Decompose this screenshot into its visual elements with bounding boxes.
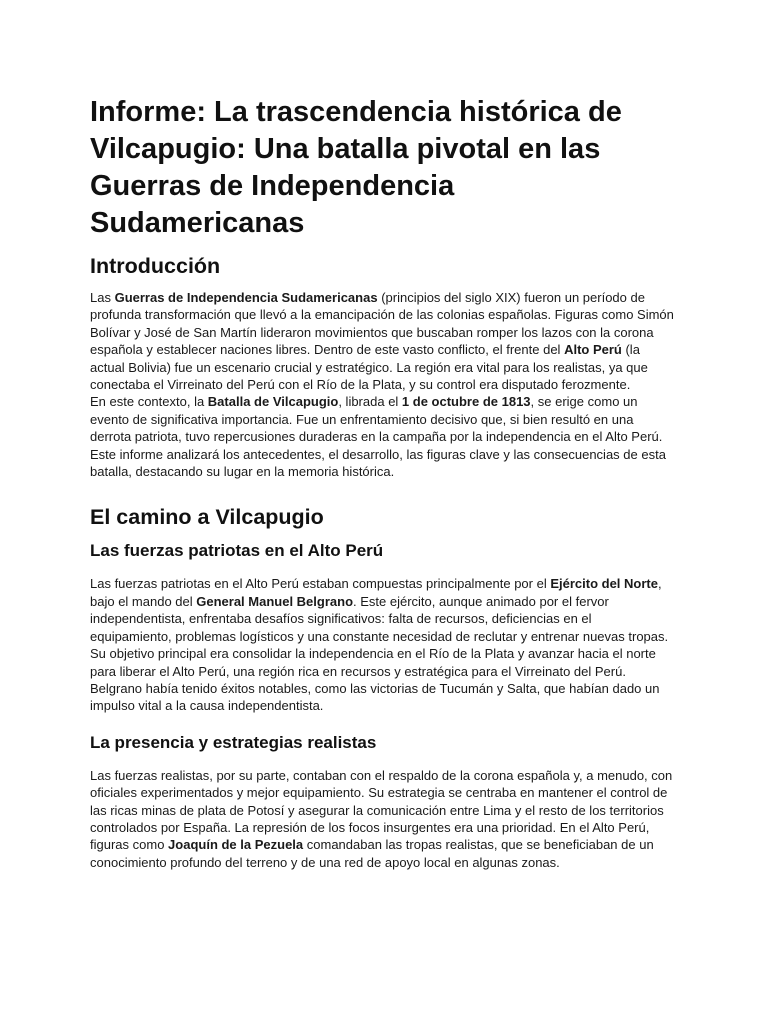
text-run: Las fuerzas realistas, por su parte, contaban con el respaldo de la corona española y, a menudo, con oficiales experimentados y mejor equipamiento. Su estrategia se centraba en mantener el control de las ricas minas de plata de Potosí y asegurar la comunicación entre Lima y el resto de los territorios controlados por España. La represión de los focos insurgentes era una prioridad. En el Alto Perú, figuras como: [90, 767, 673, 853]
text-run: Las: [90, 290, 115, 305]
text-run: (la actual Bolivia) fue un escenario crucial y estratégico. La región era vital para los realistas, ya que conectaba el Virreinato del Perú con el Río de la Plata, y su control era disputado ferozmente.: [90, 342, 648, 393]
text-run: , bajo el mando del: [90, 576, 662, 609]
intro-paragraph-2: [90, 393, 675, 480]
section-heading-camino: El camino a Vilcapugio: [90, 505, 324, 530]
bold-term: Alto Perú: [564, 342, 622, 358]
document-page: [90, 94, 675, 871]
text-run: . Este ejército, aunque animado por el fervor independentista, enfrentaba desafíos significativos: falta de recursos, deficiencias en el equipamiento, problemas logísticos y una constante necesidad de reclutar y entrenar nuevas tropas. Su objetivo principal era consolidar la independencia en el Río de la Plata y avanzar hacia el norte para liberar el Alto Perú, una región rica en recursos y estratégica para el Virreinato del Perú. Belgrano había tenido éxitos notables, como las victorias de Tucumán y Salta, que habían dado un impulso vital a la causa independentista.: [90, 593, 669, 714]
text-run: comandaban las tropas realistas, que se beneficiaban de un conocimiento profundo del terreno y de una red de apoyo local en algunas zonas.: [90, 837, 654, 870]
text-run: Las fuerzas patriotas en el Alto Perú estaban compuestas principalmente por el: [90, 576, 551, 592]
bold-date: 1 de octubre de 1813: [401, 394, 531, 410]
text-run: , se erige como un evento de significativa importancia. Fue un enfrentamiento decisivo que, si bien resultó en una derrota patriota, tuvo repercusiones duraderas en la campaña por la independencia en el Alto Perú. Este informe analizará los antecedentes, el desarrollo, las figuras clave y las consecuencias de esta batalla, destacando su lugar en la memoria histórica.: [90, 394, 666, 480]
section-heading-introduccion: Introducción: [90, 254, 221, 278]
bold-term: Batalla de Vilcapugio: [207, 394, 339, 410]
estrategias-realistas-paragraph: [90, 767, 675, 871]
bold-term: Joaquín de la Pezuela: [168, 837, 304, 853]
text-run: En este contexto, la: [90, 394, 208, 410]
text-run: (principios del siglo XIX) fueron un período de profunda transformación que llevó a la emancipación de las colonias españolas. Figuras como Simón Bolívar y José de San Martín lideraron movimientos que buscaban romper los lazos con la corona española y establecer naciones libres. Dentro de este vasto conflicto, el frente del: [90, 290, 674, 358]
bold-term: Guerras de Independencia Sudamericanas: [114, 290, 378, 305]
document-title: Informe: La trascendencia histórica de Vilcapugio: Una batalla pivotal en las Guerras de Independencia Sudamericanas: [90, 96, 622, 239]
bold-term: Ejército del Norte: [550, 576, 658, 592]
bold-term: General Manuel Belgrano: [196, 593, 354, 609]
subsection-heading-estrategias-realistas: La presencia y estrategias realistas: [90, 732, 377, 752]
text-run: , librada el: [338, 394, 402, 410]
subsection-heading-fuerzas-patriotas: Las fuerzas patriotas en el Alto Perú: [90, 541, 384, 561]
fuerzas-patriotas-paragraph: [90, 575, 675, 714]
intro-paragraph-1: [90, 289, 675, 393]
